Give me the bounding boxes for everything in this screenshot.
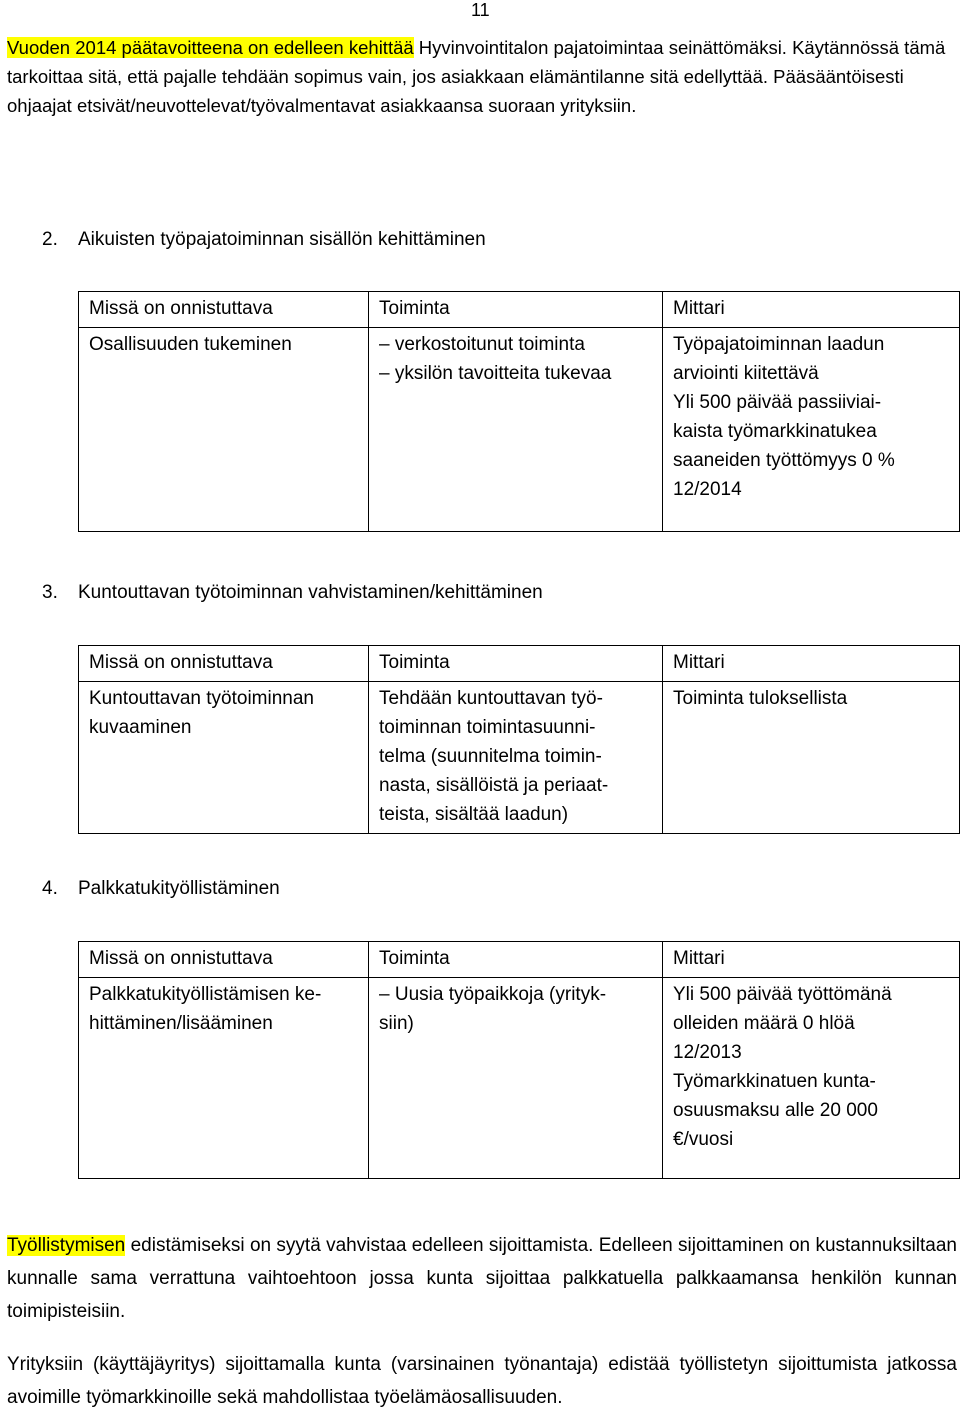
cell-line: – yksilön tavoitteita tukevaa: [379, 363, 612, 384]
header-cell: Missä on onnistuttava: [79, 942, 369, 978]
cell-line: hittäminen/lisääminen: [89, 1013, 273, 1034]
page-number: 11: [471, 0, 490, 20]
cell-line: kaista työmarkkinatukea: [673, 421, 877, 442]
cell-line: arviointi kiitettävä: [673, 363, 819, 384]
metric-cell: [663, 328, 960, 532]
header-cell: Mittari: [663, 942, 960, 978]
closing-highlight: Työllistymisen: [7, 1235, 126, 1256]
metric-cell: [663, 978, 960, 1179]
cell-line: osuusmaksu alle 20 000: [673, 1100, 878, 1121]
table-header-row: [79, 292, 960, 328]
success-area-cell: [79, 978, 369, 1179]
cell-line: telma (suunnitelma toimin-: [379, 746, 602, 767]
header-cell: Toiminta: [369, 292, 663, 328]
activity-cell: [369, 682, 663, 834]
table-row: [79, 978, 960, 1179]
cell-line: nasta, sisällöistä ja periaat-: [379, 775, 609, 796]
closing-text: edistämiseksi on syytä vahvistaa edelleen sijoittamista. Edelleen sijoittaminen on kustannuksiltaan kunnalle sama verrattuna vaihtoehtoon jossa kunta sijoittaa palkkatuella palkkaamansa henkilön kunnan toimipisteisiin.: [7, 1235, 957, 1322]
section-title: Kuntouttavan työtoiminnan vahvistaminen/kehittäminen: [78, 582, 543, 603]
closing-paragraph: [7, 1229, 957, 1328]
table-row: [79, 328, 960, 532]
cell-line: Tehdään kuntouttavan työ-: [379, 688, 603, 709]
cell-line: Työpajatoiminnan laadun: [673, 334, 885, 355]
cell-line: 12/2013: [673, 1042, 742, 1063]
cell-line: Palkkatukityöllistämisen ke-: [89, 984, 322, 1005]
cell-line: – verkostoitunut toiminta: [379, 334, 585, 355]
cell-line: kuvaaminen: [89, 717, 192, 738]
cell-line: Yli 500 päivää työttömänä: [673, 984, 892, 1005]
section-number: 2.: [42, 229, 58, 250]
cell-line: Toiminta tuloksellista: [673, 688, 848, 709]
header-cell: Toiminta: [369, 646, 663, 682]
cell-line: siin): [379, 1013, 414, 1034]
section-title: Palkkatukityöllistäminen: [78, 878, 280, 899]
cell-line: Osallisuuden tukeminen: [89, 334, 292, 355]
success-area-cell: [79, 682, 369, 834]
activity-cell: [369, 328, 663, 532]
cell-line: Yli 500 päivää passiiviai-: [673, 392, 882, 413]
cell-line: Työmarkkinatuen kunta-: [673, 1071, 876, 1092]
cell-line: saaneiden työttömyys 0 %: [673, 450, 895, 471]
header-cell: Missä on onnistuttava: [79, 646, 369, 682]
success-area-cell: [79, 328, 369, 532]
table-header-row: [79, 646, 960, 682]
header-cell: Missä on onnistuttava: [79, 292, 369, 328]
goal-table: [78, 941, 960, 1179]
metric-cell: [663, 682, 960, 834]
cell-line: – Uusia työpaikkoja (yrityk-: [379, 984, 607, 1005]
section-heading: [42, 876, 280, 902]
header-cell: Toiminta: [369, 942, 663, 978]
activity-cell: [369, 978, 663, 1179]
section-heading: [42, 227, 486, 253]
cell-line: teista, sisältää laadun): [379, 804, 569, 825]
header-cell: Mittari: [663, 646, 960, 682]
intro-text: Hyvinvointitalon pajatoimintaa seinättömäksi. Käytännössä tämä tarkoittaa sitä, että pajalle tehdään sopimus vain, jos asiakkaan elämäntilanne sitä edellyttää. Pääsääntöisesti ohjaajat etsivät/neuvottelevat/työvalmentavat asiakkaansa suoraan yrityksiin.: [7, 37, 946, 116]
section-number: 4.: [42, 878, 58, 899]
cell-line: €/vuosi: [673, 1129, 734, 1150]
intro-paragraph: [7, 33, 957, 120]
cell-line: 12/2014: [673, 479, 742, 500]
cell-line: olleiden määrä 0 hlöä: [673, 1013, 855, 1034]
intro-highlight: Vuoden 2014 päätavoitteena on edelleen kehittää: [7, 37, 414, 58]
table-header-row: [79, 942, 960, 978]
section-title: Aikuisten työpajatoiminnan sisällön kehittäminen: [78, 229, 486, 250]
closing-paragraph-2: Yrityksiin (käyttäjäyritys) sijoittamalla kunta (varsinainen työnantaja) edistää työllistetyn sijoittumista jatkossa avoimille työmarkkinoille sekä mahdollistaa työelämäosallisuuden.: [7, 1354, 957, 1408]
goal-table: [78, 645, 960, 834]
cell-line: Kuntouttavan työtoiminnan: [89, 688, 314, 709]
goal-table: [78, 291, 960, 532]
section-number: 3.: [42, 582, 58, 603]
cell-line: toiminnan toimintasuunni-: [379, 717, 596, 738]
section-heading: [42, 580, 543, 606]
header-cell: Mittari: [663, 292, 960, 328]
table-row: [79, 682, 960, 834]
